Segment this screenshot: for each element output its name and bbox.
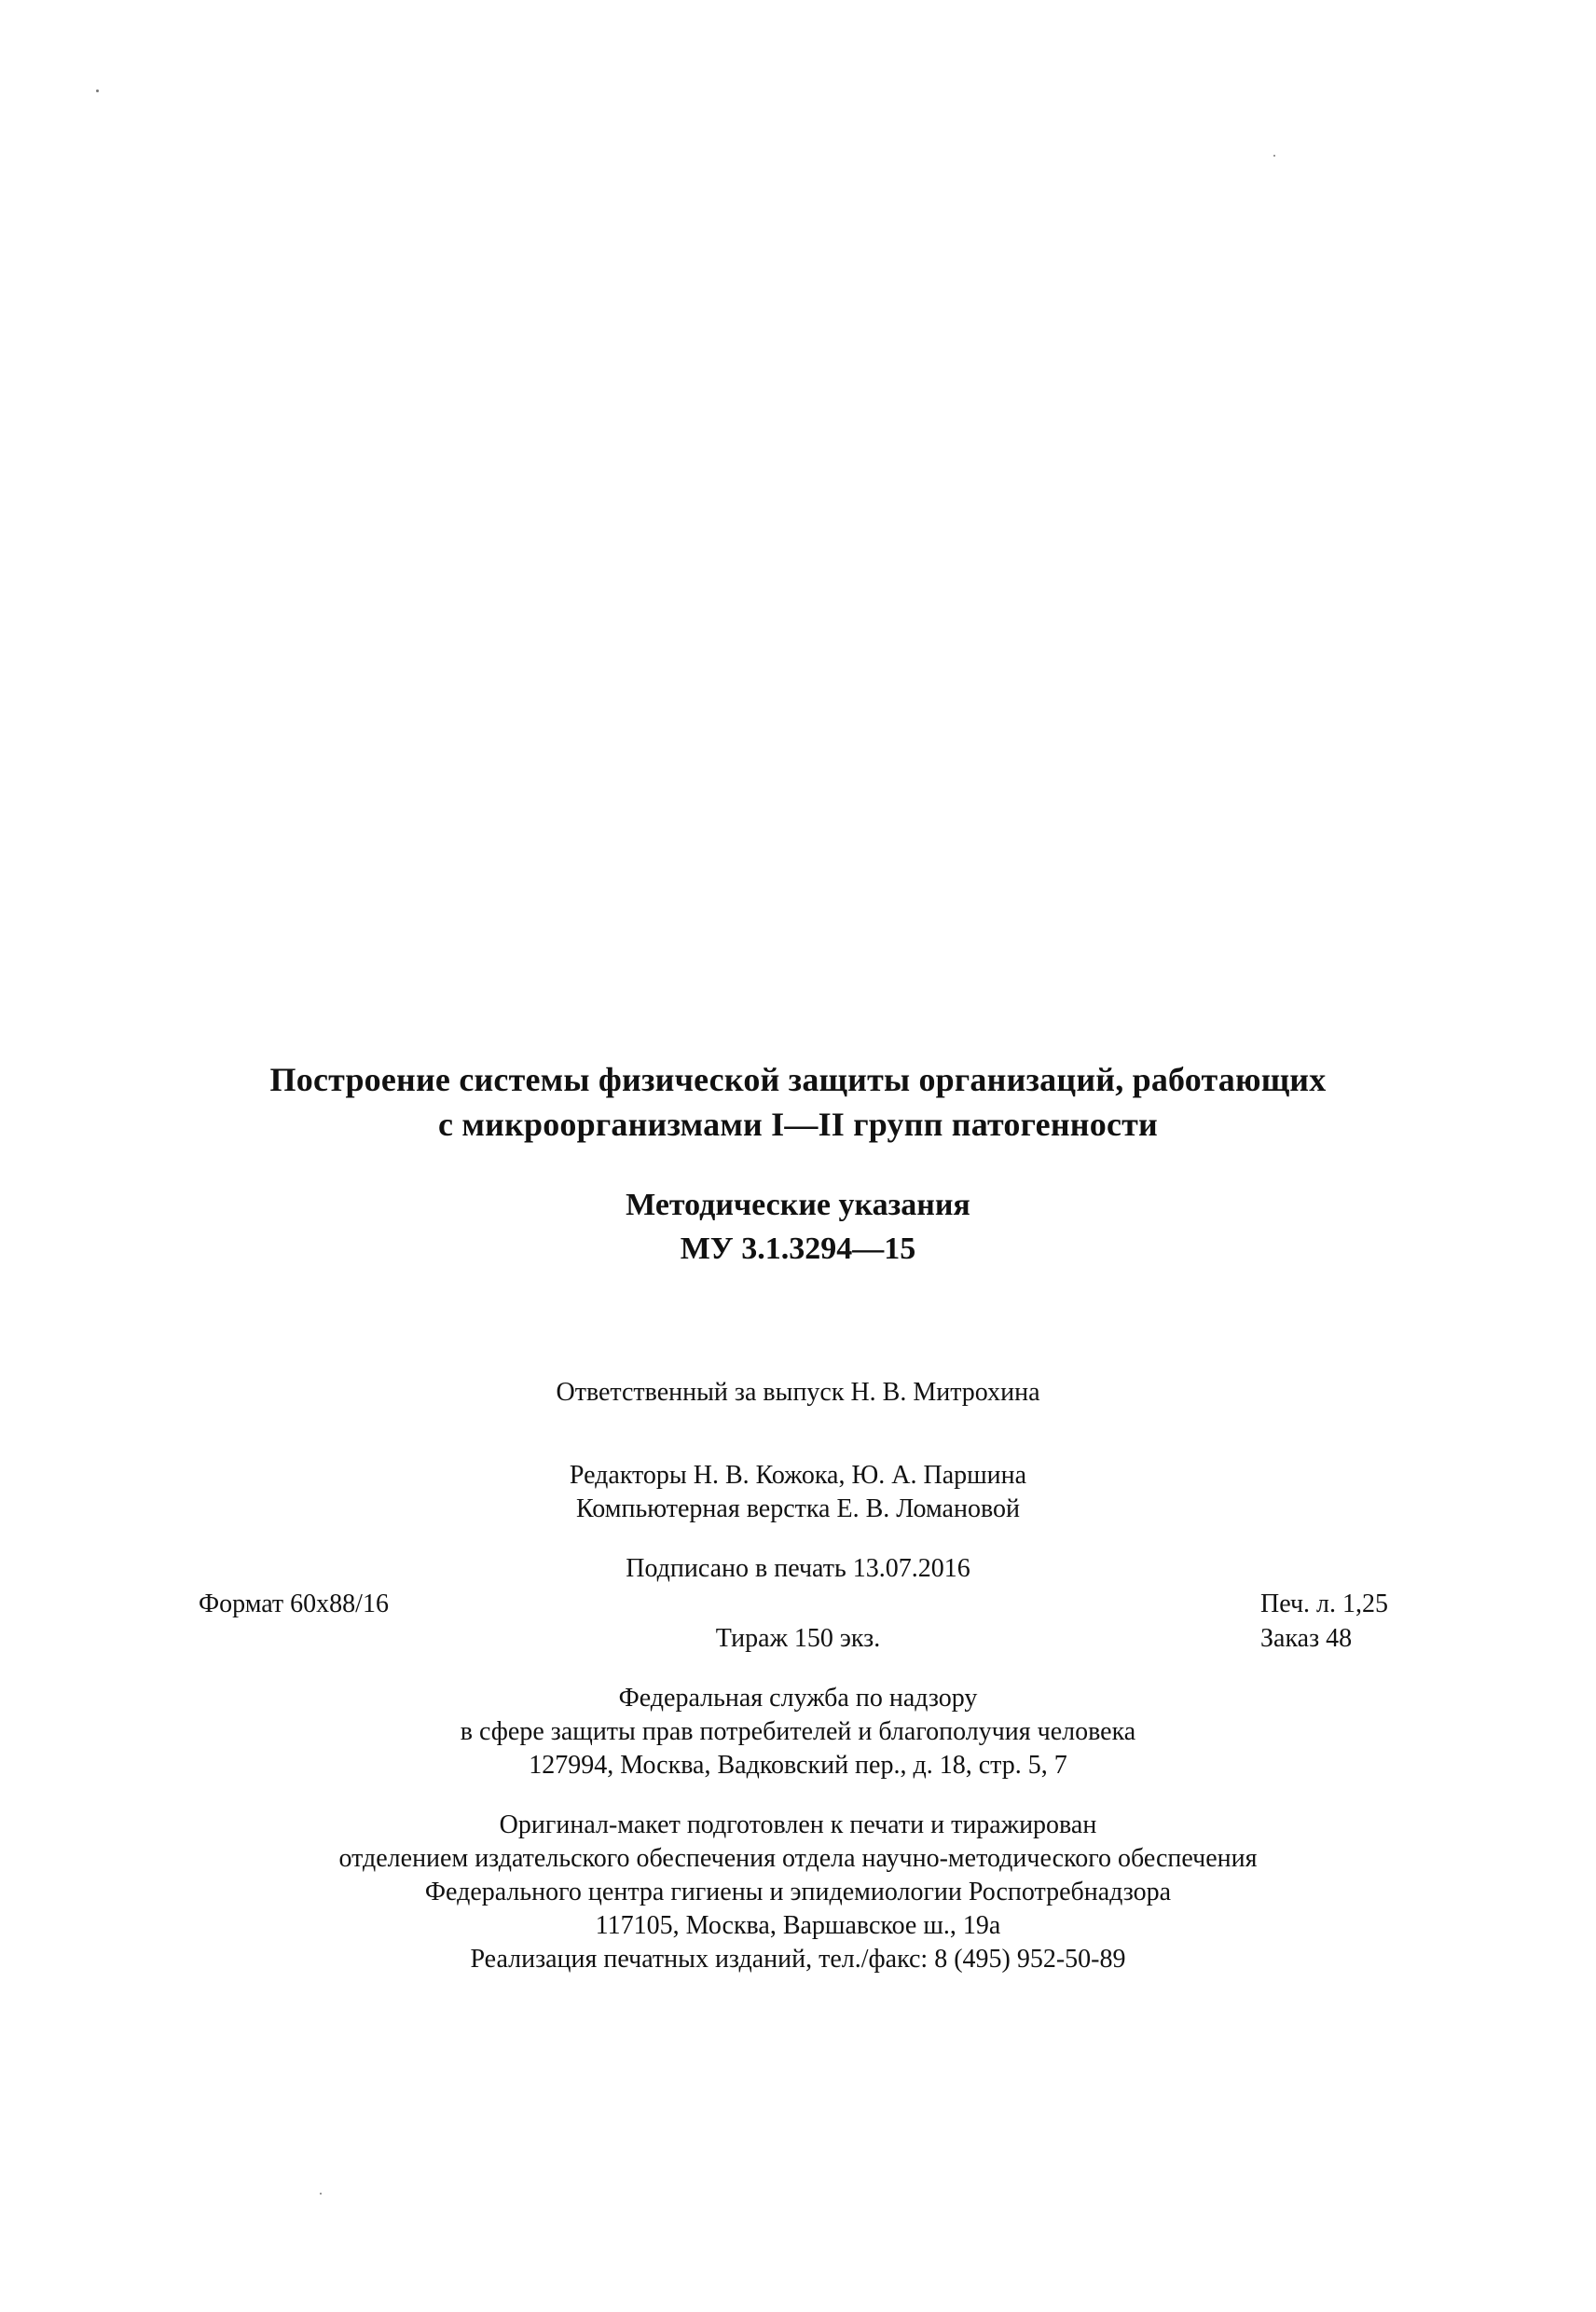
signed-line: Подписано в печать 13.07.2016	[626, 1554, 970, 1583]
scan-speck	[96, 89, 99, 92]
printer-line-1: Оригинал-макет подготовлен к печати и тиражирован	[499, 1810, 1097, 1839]
publisher-line-1: Федеральная служба по надзору	[618, 1684, 978, 1713]
print-sheets-line: Печ. л. 1,25	[1260, 1590, 1389, 1618]
publisher-address: 127994, Москва, Вадковский пер., д. 18, стр. 5, 7	[529, 1751, 1067, 1780]
printer-address: 117105, Москва, Варшавское ш., 19а	[595, 1911, 1001, 1940]
document-type: Методические указания	[626, 1188, 970, 1222]
format-line: Формат 60х88/16	[199, 1590, 389, 1618]
layout-line: Компьютерная верстка Е. В. Ломановой	[576, 1494, 1020, 1523]
title-line-1: Построение системы физической защиты организаций, работающих	[269, 1061, 1327, 1098]
printer-contact: Реализация печатных изданий, тел./факс: 8 (495) 952-50-89	[470, 1945, 1126, 1974]
responsible-line: Ответственный за выпуск Н. В. Митрохина	[556, 1378, 1040, 1407]
publisher-line-2: в сфере защиты прав потребителей и благополучия человека	[460, 1717, 1136, 1746]
printer-line-2: отделением издательского обеспечения отдела научно-методического обеспечения	[338, 1844, 1258, 1873]
scan-speck	[320, 2193, 322, 2195]
printer-line-3: Федерального центра гигиены и эпидемиологии Роспотребнадзора	[424, 1878, 1172, 1906]
scan-speck	[1273, 155, 1275, 157]
circulation-line: Тираж 150 экз.	[715, 1624, 881, 1653]
editors-line: Редакторы Н. В. Кожока, Ю. А. Паршина	[569, 1461, 1027, 1490]
order-line: Заказ 48	[1260, 1624, 1353, 1653]
document-code: МУ 3.1.3294—15	[680, 1232, 916, 1266]
title-line-2: с микроорганизмами I—II групп патогенности	[438, 1106, 1158, 1143]
